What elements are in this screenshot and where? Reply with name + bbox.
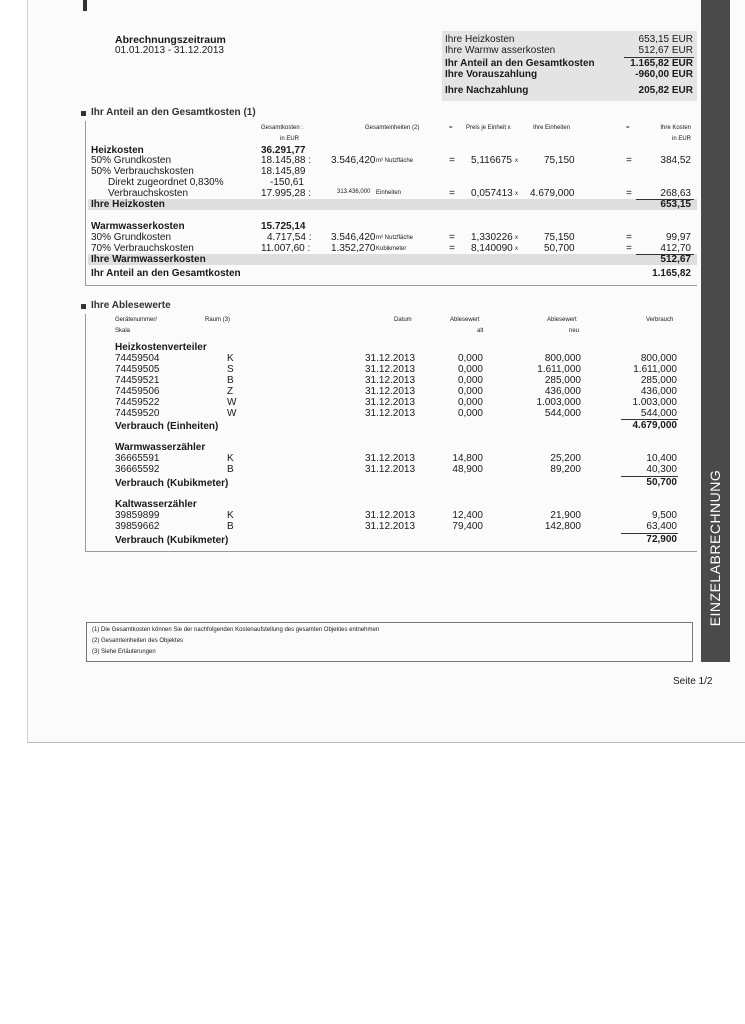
reading-new: 21,900 — [550, 510, 581, 521]
heiz-sum-label: Ihre Heizkosten — [91, 199, 165, 210]
summary-nachzahlung-label: Ihre Nachzahlung — [445, 85, 529, 96]
section-bottom-rule — [85, 285, 697, 286]
reading-use: 285,000 — [640, 375, 677, 386]
reading-room: Z — [227, 386, 234, 397]
reading-date: 31.12.2013 — [365, 375, 416, 386]
reading-date: 31.12.2013 — [365, 353, 416, 364]
reading-room: S — [227, 364, 234, 375]
warm-grund-label: 30% Grundkosten — [91, 232, 172, 243]
heiz-verb-value: 18.145,89 — [261, 166, 306, 177]
warm-verb-mine: 50,700 — [544, 243, 575, 254]
reading-id: 74459505 — [115, 364, 160, 375]
page-number: Seite 1/2 — [673, 676, 713, 687]
group-total-value: 50,700 — [646, 477, 677, 488]
heiz-total: 36.291,77 — [261, 145, 306, 156]
heiz-verb-label: 50% Verbrauchskosten — [91, 166, 194, 177]
period-label: Abrechnungszeitraum — [115, 34, 226, 46]
warm-total: 15.725,14 — [261, 221, 306, 232]
heiz-vk-value: 17.995,28 : — [261, 188, 312, 199]
reading-date: 31.12.2013 — [365, 386, 416, 397]
footnote-2: (2) Gesamteinheiten des Objektes — [92, 638, 184, 644]
reading-old: 14,800 — [452, 453, 483, 464]
reading-room: B — [227, 464, 234, 475]
reading-id: 36665592 — [115, 464, 160, 475]
registration-mark — [83, 0, 87, 11]
reading-use: 1.611,000 — [633, 364, 677, 375]
reading-use: 436,000 — [640, 386, 677, 397]
reading-use: 9,500 — [651, 510, 677, 521]
reading-date: 31.12.2013 — [365, 397, 416, 408]
heiz-grund-units: 3.546,420 — [331, 155, 376, 166]
reading-use: 63,400 — [646, 521, 677, 532]
reading-old: 0,000 — [457, 397, 483, 408]
reading-date: 31.12.2013 — [365, 464, 416, 475]
reading-use: 40,300 — [646, 464, 677, 475]
heiz-grund-eq2: = — [626, 155, 632, 166]
col-in-eur: in EUR — [280, 136, 300, 142]
warm-verb-price: 8,140090 — [471, 243, 513, 254]
summary-vorauszahlung-value: -960,00 EUR — [635, 69, 693, 80]
warm-title: Warmwasserkosten — [91, 221, 185, 232]
reading-id: 36665591 — [115, 453, 160, 464]
reading-id: 39859899 — [115, 510, 160, 521]
col-eq1: = — [449, 125, 453, 131]
summary-anteil-label: Ihr Anteil an den Gesamtkosten — [445, 58, 595, 69]
warm-grund-x: x — [515, 235, 518, 241]
col-ablesewert-neu-1: Ablesewert — [547, 317, 577, 323]
col-ihre-kosten: Ihre Kosten — [660, 125, 691, 131]
col-verbrauch: Verbrauch — [646, 317, 674, 323]
group-total-label: Verbrauch (Einheiten) — [115, 421, 219, 432]
warm-grund-unit-name: m² Nutzfläche — [376, 235, 414, 241]
warm-verb-units: 1.352,270 — [331, 243, 376, 254]
readings-vline — [85, 314, 86, 552]
reading-old: 79,400 — [452, 521, 483, 532]
warm-grund-mine: 75,150 — [544, 232, 575, 243]
summary-nachzahlung-value: 205,82 EUR — [638, 85, 693, 96]
reading-old: 12,400 — [452, 510, 483, 521]
warm-grund-price: 1,330226 — [471, 232, 513, 243]
heiz-grund-unit-name: m² Nutzfläche — [376, 158, 414, 164]
heiz-grund-eq: = — [449, 155, 455, 166]
col-datum: Datum — [394, 317, 412, 323]
heiz-grund-price: 5,116675 — [471, 155, 512, 166]
summary-anteil-value: 1.165,82 EUR — [630, 58, 693, 69]
reading-room: W — [227, 408, 237, 419]
heiz-vk-mine: 4.679,000 — [530, 188, 575, 199]
warm-verb-x: x — [515, 246, 518, 252]
heiz-grund-value: 18.145,88 : — [261, 155, 312, 166]
heiz-direkt-label: Direkt zugeordnet 0,830% — [108, 177, 224, 188]
reading-date: 31.12.2013 — [365, 408, 416, 419]
footnote-3: (3) Siehe Erläuterungen — [92, 649, 156, 655]
group-title: Heizkostenverteiler — [115, 342, 207, 353]
col-ihre-einheiten: Ihre Einheiten — [533, 125, 571, 131]
group-total-label: Verbrauch (Kubikmeter) — [115, 535, 229, 546]
reading-id: 39859662 — [115, 521, 160, 532]
group-title: Kaltwasserzähler — [115, 499, 197, 510]
heiz-vk-x: x — [515, 191, 518, 197]
heiz-sum-row — [88, 199, 697, 210]
grand-total-value: 1.165,82 — [652, 268, 691, 279]
warm-grund-units: 3.546,420 — [331, 232, 376, 243]
reading-id: 74459521 — [115, 375, 160, 386]
reading-new: 25,200 — [550, 453, 581, 464]
col-skala: Skala — [115, 328, 131, 334]
heiz-title: Heizkosten — [91, 145, 144, 156]
heiz-direkt-value: -150,61 — [270, 177, 304, 188]
col-gesamtkosten: Gesamtkosten : — [261, 125, 304, 131]
col-in-eur-2: in EUR — [671, 136, 691, 142]
summary-warmwasser-label: Ihre Warmw asserkosten — [445, 45, 556, 56]
group-title: Warmwasserzähler — [115, 442, 206, 453]
col-preis: Preis je Einheit x — [466, 125, 511, 131]
col-ablesewert-alt-1: Ablesewert — [450, 317, 480, 323]
reading-room: K — [227, 510, 234, 521]
summary-heizkosten-value: 653,15 EUR — [638, 34, 693, 45]
reading-date: 31.12.2013 — [365, 453, 416, 464]
warm-verb-label: 70% Verbrauchskosten — [91, 243, 194, 254]
reading-use: 544,000 — [640, 408, 677, 419]
group-total-value: 4.679,000 — [632, 420, 677, 431]
reading-use: 10,400 — [646, 453, 677, 464]
warm-grund-value: 4.717,54 : — [267, 232, 312, 243]
heiz-grund-mine: 75,150 — [544, 155, 575, 166]
col-eq2: = — [626, 125, 630, 131]
reading-room: K — [227, 353, 234, 364]
reading-old: 0,000 — [457, 375, 483, 386]
heiz-vk-units: 313.436,000 — [337, 189, 371, 195]
warm-verb-unit-name: Kubikmeter — [376, 246, 407, 252]
reading-old: 0,000 — [457, 386, 483, 397]
reading-room: K — [227, 453, 234, 464]
reading-id: 74459522 — [115, 397, 160, 408]
reading-old: 0,000 — [457, 364, 483, 375]
heiz-sum-value: 653,15 — [660, 199, 691, 210]
group-total-label: Verbrauch (Kubikmeter) — [115, 478, 229, 489]
heiz-grund-cost: 384,52 — [660, 155, 691, 166]
summary-warmwasser-value: 512,67 EUR — [638, 45, 693, 56]
warm-verb-value: 11.007,60 : — [261, 243, 311, 254]
reading-new: 1.611,000 — [537, 364, 581, 375]
col-gesamteinheiten: Gesamteinheiten (2) — [365, 125, 420, 131]
reading-date: 31.12.2013 — [365, 364, 416, 375]
summary-heizkosten-label: Ihre Heizkosten — [445, 34, 515, 45]
readings-title: Ihre Ablesewerte — [91, 300, 171, 311]
reading-new: 800,000 — [544, 353, 581, 364]
readings-bottom-rule — [85, 551, 697, 552]
period-value: 01.01.2013 - 31.12.2013 — [115, 45, 224, 56]
grand-total-label: Ihr Anteil an den Gesamtkosten — [91, 268, 241, 279]
heiz-vk-price: 0,057413 — [471, 188, 513, 199]
reading-new: 436,000 — [544, 386, 581, 397]
heiz-grund-x: x — [515, 158, 518, 164]
reading-old: 48,900 — [452, 464, 483, 475]
reading-room: W — [227, 397, 237, 408]
reading-new: 142,800 — [544, 521, 581, 532]
section-bullet — [81, 304, 86, 309]
reading-use: 800,000 — [640, 353, 677, 364]
share-section-title: Ihr Anteil an den Gesamtkosten (1) — [91, 107, 256, 118]
reading-new: 285,000 — [544, 375, 581, 386]
warm-sum-label: Ihre Warmwasserkosten — [91, 254, 206, 265]
reading-date: 31.12.2013 — [365, 521, 416, 532]
heiz-vk-eq2: = — [626, 188, 632, 199]
heiz-vk-unit-name: Einheiten — [376, 190, 402, 196]
warm-verb-eq2: = — [626, 243, 632, 254]
reading-old: 0,000 — [457, 353, 483, 364]
warm-sum-value: 512,67 — [660, 254, 691, 265]
section-bullet — [81, 111, 86, 116]
warm-verb-eq: = — [449, 243, 455, 254]
reading-id: 74459520 — [115, 408, 160, 419]
reading-new: 1.003,000 — [536, 397, 581, 408]
col-ablesewert-alt-2: alt — [477, 328, 484, 334]
warm-verb-cost: 412,70 — [660, 243, 691, 254]
reading-room: B — [227, 521, 234, 532]
reading-id: 74459504 — [115, 353, 160, 364]
section-vline — [85, 121, 86, 285]
reading-use: 1.003,000 — [632, 397, 677, 408]
warm-grund-eq2: = — [626, 232, 632, 243]
group-total-value: 72,900 — [646, 534, 677, 545]
col-raum: Raum (3) — [205, 317, 231, 323]
sidebar-label: EINZELABRECHNUNG — [707, 469, 723, 627]
heiz-vk-eq: = — [449, 188, 455, 199]
reading-room: B — [227, 375, 234, 386]
col-ablesewert-neu-2: neu — [569, 328, 580, 334]
col-geraetenummer: Gerätenummer/ — [115, 317, 158, 323]
reading-date: 31.12.2013 — [365, 510, 416, 521]
summary-vorauszahlung-label: Ihre Vorauszahlung — [445, 69, 538, 80]
footnote-1: (1) Die Gesamtkosten können Sie der nachfolgenden Kostenaufstellung des gesamten Objektes entnehmen — [92, 627, 380, 633]
heiz-grund-label: 50% Grundkosten — [91, 155, 172, 166]
reading-new: 89,200 — [550, 464, 581, 475]
warm-grund-cost: 99,97 — [665, 232, 691, 243]
reading-id: 74459506 — [115, 386, 160, 397]
reading-new: 544,000 — [544, 408, 581, 419]
heiz-vk-cost: 268,63 — [660, 188, 691, 199]
warm-grund-eq: = — [449, 232, 455, 243]
heiz-vk-label: Verbrauchskosten — [108, 188, 189, 199]
reading-old: 0,000 — [457, 408, 483, 419]
